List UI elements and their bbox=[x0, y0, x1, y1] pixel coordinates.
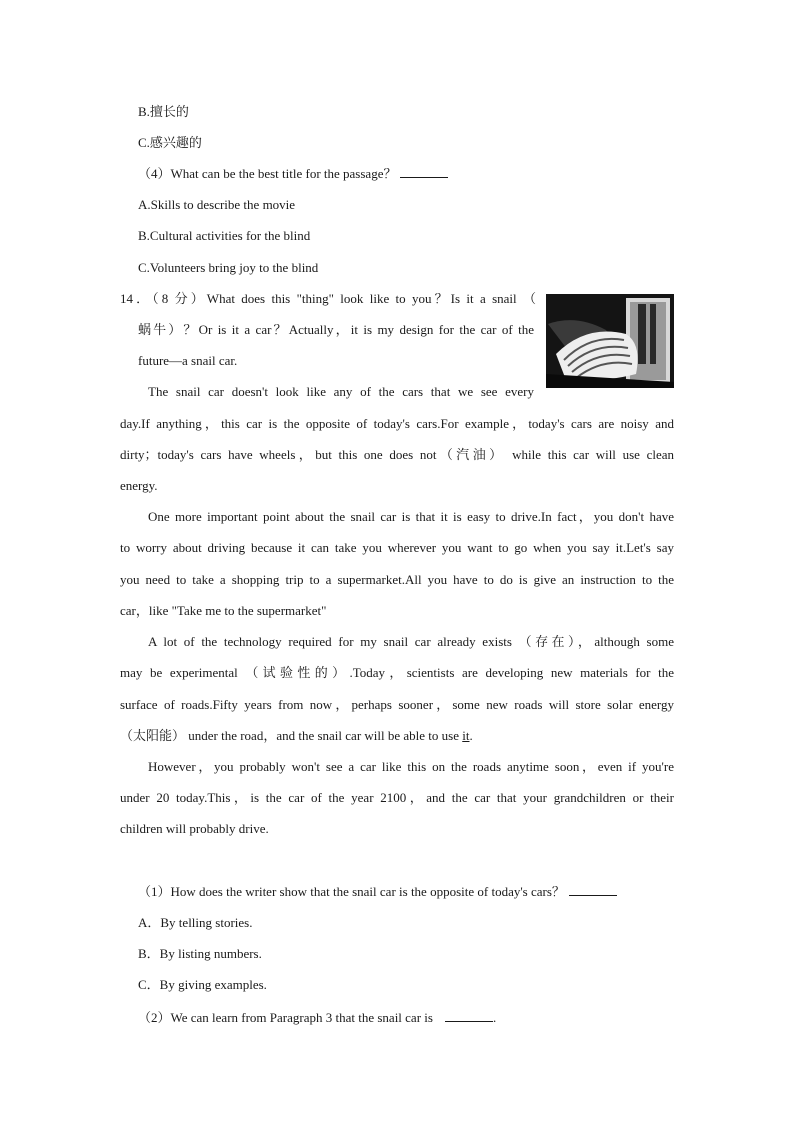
p3-line-2: may be experimental （试验性的）.Today，scientists are developing new materials for the bbox=[120, 665, 674, 680]
p3-line-4-end: . bbox=[469, 728, 473, 743]
p1-line-1: The snail car doesn't look like any of the cars that we see every bbox=[148, 384, 534, 399]
answer-blank bbox=[400, 165, 448, 178]
q14-header-line-3: future—a snail car. bbox=[138, 353, 238, 368]
p1-line-2: day.If anything，this car is the opposite of today's cars.For example，today's cars are noisy and bbox=[120, 416, 674, 431]
q14-header-line-2: 蜗牛）？Or is it a car？Actually，it is my design for the car of the bbox=[138, 322, 534, 337]
p2-line-4: car，like "Take me to the supermarket" bbox=[120, 603, 327, 618]
option-c-prev: C.感兴趣的 bbox=[138, 135, 202, 150]
q4-option-b: B.Cultural activities for the blind bbox=[138, 228, 311, 243]
p4-line-2: under 20 today.This，is the car of the year 2100，and the car that your grandchildren or their bbox=[120, 790, 674, 805]
sub1-option-c: C．By giving examples. bbox=[138, 977, 267, 992]
answer-blank bbox=[445, 1009, 493, 1022]
p3-line-4 bbox=[120, 727, 473, 745]
p2-line-2: to worry about driving because it can take you wherever you want to go when you say it.Let's say bbox=[120, 540, 674, 555]
sub-question-1-text: （1）How does the writer show that the snail car is the opposite of today's cars？ bbox=[138, 884, 565, 899]
p2-line-3: you need to take a shopping trip to a supermarket.All you have to do is give an instruction to the bbox=[120, 572, 674, 587]
underlined-word-it: it bbox=[462, 728, 470, 743]
q14-header-line-1: 14．（8 分）What does this "thing" look like to you？Is it a snail （ bbox=[120, 291, 536, 306]
answer-blank bbox=[569, 883, 617, 896]
sub1-option-b: B．By listing numbers. bbox=[138, 946, 262, 961]
p4-line-3: children will probably drive. bbox=[120, 821, 269, 836]
p1-line-3: dirty；today's cars have wheels，but this one does not（汽油） while this car will use clean bbox=[120, 447, 674, 462]
p2-line-1: One more important point about the snail car is that it is easy to drive.In fact，you don't have bbox=[148, 509, 674, 524]
snail-car-photo-icon bbox=[546, 294, 674, 388]
p4-line-1: However，you probably won't see a car like this on the roads anytime soon，even if you're bbox=[148, 759, 674, 774]
q4-option-a: A.Skills to describe the movie bbox=[138, 197, 296, 212]
sub-question-1 bbox=[138, 883, 617, 901]
p3-line-4-text: （太阳能） under the road，and the snail car will be able to use bbox=[120, 728, 463, 743]
p1-line-4: energy. bbox=[120, 478, 158, 493]
p3-line-3: surface of roads.Fifty years from now，perhaps sooner，some new roads will store solar energy bbox=[120, 697, 674, 712]
sub-question-2-end: . bbox=[492, 1010, 497, 1025]
sub1-option-a: A．By telling stories. bbox=[138, 915, 253, 930]
sub-question-2-text: （2）We can learn from Paragraph 3 that the snail car is bbox=[138, 1010, 433, 1025]
sub-question-2 bbox=[138, 1009, 496, 1027]
option-b-prev: B.擅长的 bbox=[138, 104, 189, 119]
p3-line-1: A lot of the technology required for my snail car already exists （存在），although some bbox=[148, 634, 674, 649]
question-4-text: （4）What can be the best title for the passage？ bbox=[138, 166, 397, 181]
q4-option-c: C.Volunteers bring joy to the blind bbox=[138, 260, 319, 275]
question-4 bbox=[138, 165, 448, 183]
